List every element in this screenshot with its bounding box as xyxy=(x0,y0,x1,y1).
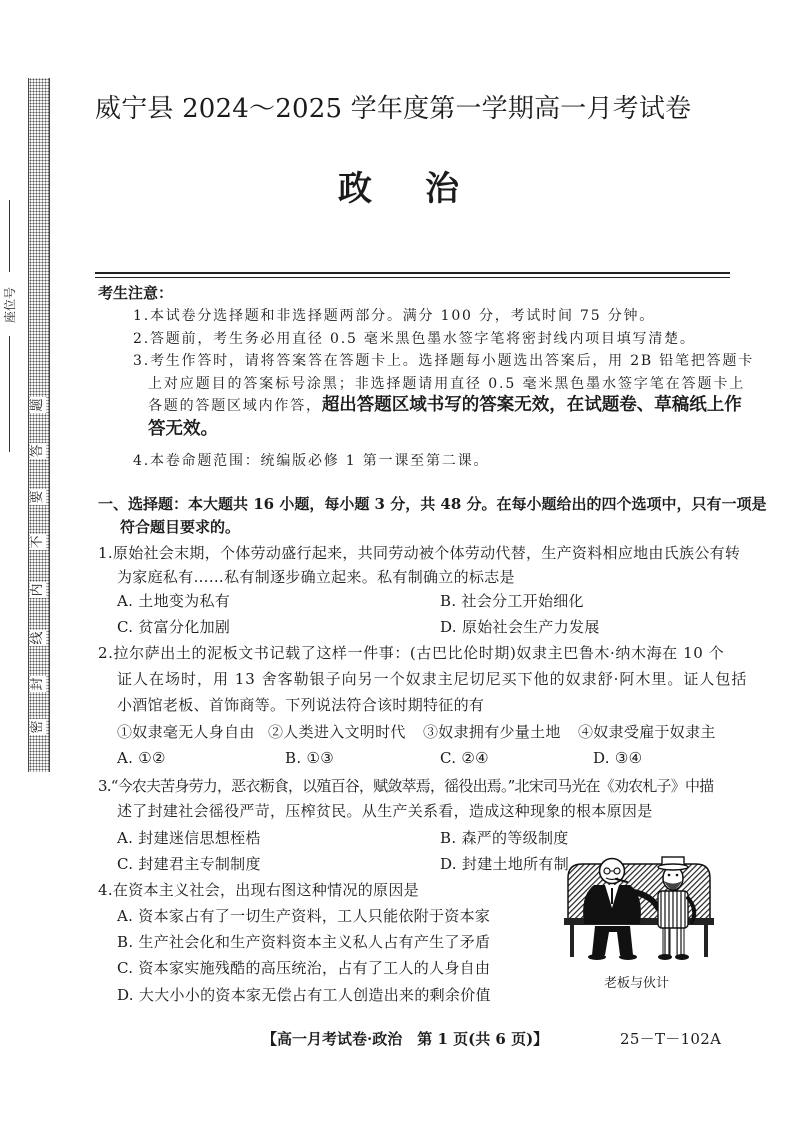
option-a: A. ①② xyxy=(117,749,166,767)
seal-char: 密 xyxy=(30,720,45,734)
statement: ④奴隶受雇于奴隶主 xyxy=(578,723,716,741)
option-b: B. 森严的等级制度 xyxy=(440,829,569,847)
question-stem: 3.“今农夫苦身劳力，恶衣粝食，以殖百谷，赋敛萃焉，徭役出焉。”北宋司马光在《劝农札子》中描 xyxy=(98,777,714,795)
question-stem: 述了封建社会徭役严苛，压榨贫民。从生产关系看，造成这种现象的根本原因是 xyxy=(117,802,653,820)
seal-char: 不 xyxy=(30,535,45,549)
seat-number-line-top xyxy=(9,200,10,272)
notice-emphasis: 答无效。 xyxy=(148,419,218,439)
seal-char: 答 xyxy=(30,444,45,458)
notice-item: 2.答题前，考生务必用直径 0.5 毫米黑色墨水签字笔将密封线内项目填写清楚。 xyxy=(133,331,696,347)
seat-number-label: 座位号 xyxy=(3,287,17,324)
option-c: C. ②④ xyxy=(440,749,489,767)
notice-item-text: 各题的答题区域内作答， xyxy=(148,398,322,414)
seal-char: 线 xyxy=(30,631,45,645)
notice-item: 1.本试卷分选择题和非选择题两部分。满分 100 分，考试时间 75 分钟。 xyxy=(133,308,656,324)
section-heading: 一、选择题：本大题共 16 小题，每小题 3 分，共 48 分。在每小题给出的四个选项中，只有一项是 xyxy=(98,495,767,513)
notice-heading: 考生注意： xyxy=(98,284,174,302)
seal-char: 要 xyxy=(30,490,45,504)
seat-number-line-bottom xyxy=(9,336,10,452)
footer-code: 25－T－102A xyxy=(620,1030,722,1048)
question-stem: 1.原始社会末期，个体劳动盛行起来，共同劳动被个体劳动代替，生产资料相应地由氏族公有转 xyxy=(98,544,741,562)
option-c: C. 封建君主专制制度 xyxy=(117,855,261,873)
seal-char: 题 xyxy=(30,398,45,412)
option-a: A. 资本家占有了一切生产资料，工人只能依附于资本家 xyxy=(117,907,491,925)
question-stem: 小酒馆老板、首饰商等。下列说法符合该时期特征的有 xyxy=(117,696,485,714)
option-b: B. 社会分工开始细化 xyxy=(440,592,584,610)
option-c: C. 资本家实施残酷的高压统治，占有了工人的人身自由 xyxy=(117,959,491,977)
option-a: A. 封建迷信思想桎梏 xyxy=(117,829,261,847)
subject-char: 治 xyxy=(425,169,459,209)
cartoon-boss-and-worker-icon xyxy=(560,848,716,962)
header-divider xyxy=(95,272,730,278)
question-stem: 证人在场时，用 13 舍客勒银子向另一个奴隶主尼切尼买下他的奴隶舒·阿木里。证人包括 xyxy=(117,670,748,688)
notice-item: 4.本卷命题范围：统编版必修 1 第一课至第二课。 xyxy=(133,453,490,469)
footer-page-info: 【高一月考试卷·政治 第 1 页(共 6 页)】 xyxy=(262,1030,549,1048)
option-d: D. 封建土地所有制 xyxy=(440,855,570,873)
seal-char: 封 xyxy=(30,677,45,691)
notice-item: 上对应题目的答案标号涂黑；非选择题请用直径 0.5 毫米黑色墨水签字笔在答题卡上 xyxy=(148,376,746,392)
seal-line-band xyxy=(28,78,50,772)
option-d: D. ③④ xyxy=(593,749,643,767)
subject-char: 政 xyxy=(338,169,372,209)
question-stem: 4.在资本主义社会，出现右图这种情况的原因是 xyxy=(98,881,419,899)
seal-char: 内 xyxy=(30,583,45,597)
statement: ②人类进入文明时代 xyxy=(268,723,406,741)
exam-title: 威宁县 2024～2025 学年度第一学期高一月考试卷 xyxy=(95,94,692,124)
option-a: A. 土地变为私有 xyxy=(117,592,231,610)
notice-item xyxy=(148,397,742,415)
figure-caption: 老板与伙计 xyxy=(604,976,670,991)
statement: ①奴隶毫无人身自由 xyxy=(117,723,255,741)
section-heading: 符合题目要求的。 xyxy=(120,518,241,536)
option-d: D. 原始社会生产力发展 xyxy=(440,618,600,636)
option-b: B. ①③ xyxy=(285,749,334,767)
question-stem: 为家庭私有……私有制逐步确立起来。私有制确立的标志是 xyxy=(117,568,515,586)
option-d: D. 大大小小的资本家无偿占有工人创造出来的剩余价值 xyxy=(117,986,491,1004)
option-b: B. 生产社会化和生产资料资本主义私人占有产生了矛盾 xyxy=(117,933,491,951)
question-stem: 2.拉尔萨出土的泥板文书记载了这样一件事：(古巴比伦时期)奴隶主巴鲁木·纳木海在 10 个 xyxy=(98,644,725,662)
notice-emphasis: 超出答题区域书写的答案无效，在试题卷、草稿纸上作 xyxy=(321,395,742,415)
notice-item: 3.考生作答时，请将答案答在答题卡上。选择题每小题选出答案后，用 2B 铅笔把答题卡 xyxy=(133,353,755,369)
option-c: C. 贫富分化加剧 xyxy=(117,618,231,636)
statement: ③奴隶拥有少量土地 xyxy=(423,723,561,741)
